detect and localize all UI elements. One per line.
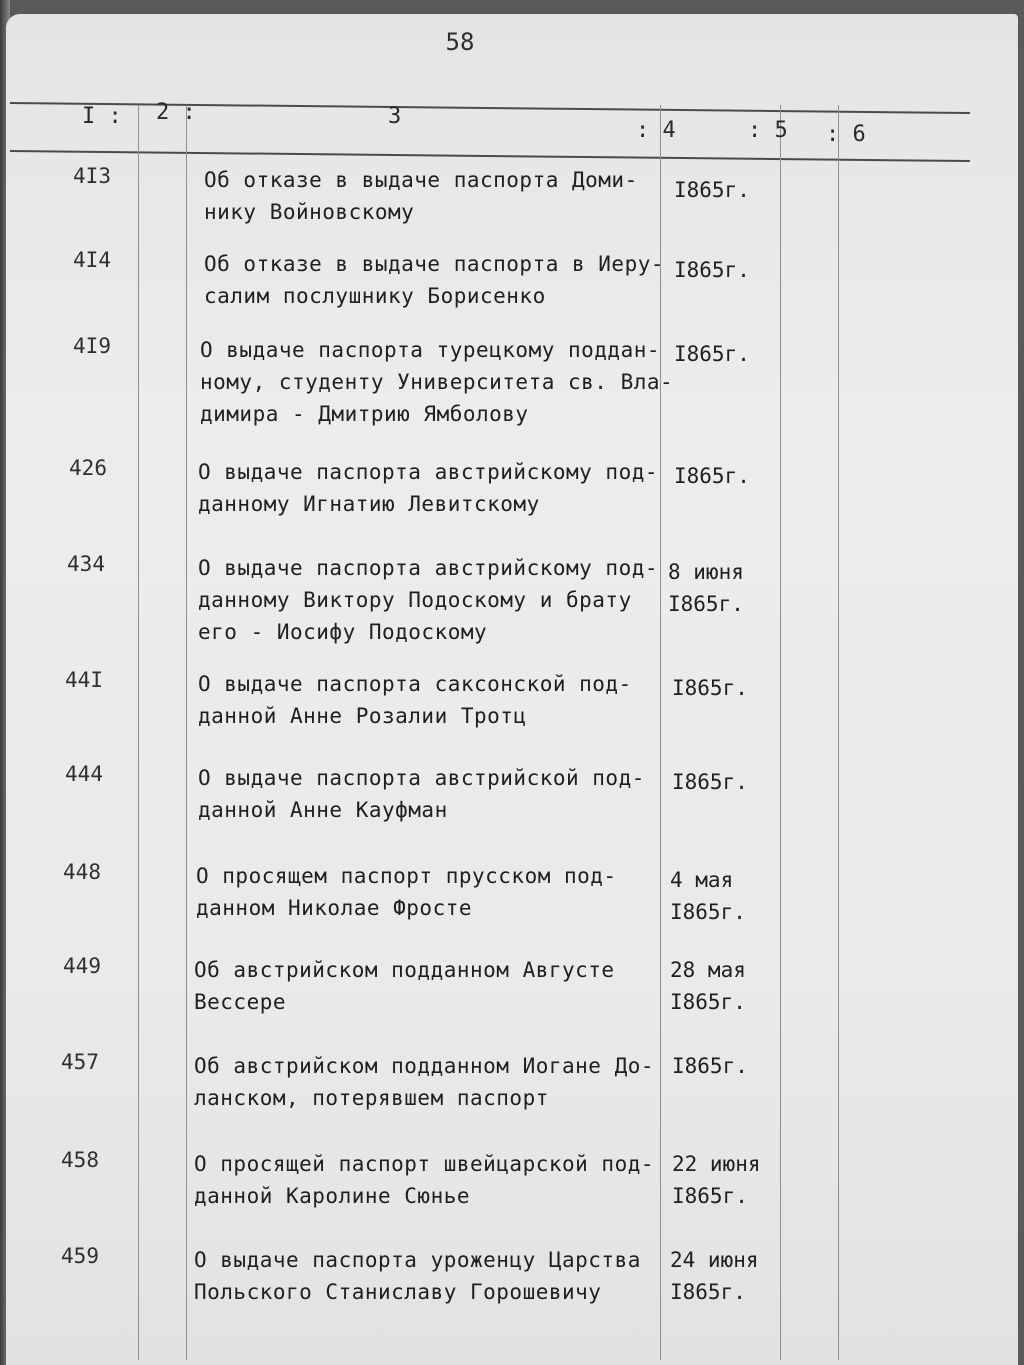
entry-number: 4I4: [73, 248, 111, 272]
header-col-2: 2 :: [156, 100, 196, 125]
entry-title: О выдаче паспорта австрийскому под- данному Виктору Подоскому и брату его - Иосифу Подоскому: [198, 556, 659, 644]
entry-number: 444: [65, 762, 103, 786]
header-col-5: : 5: [748, 118, 788, 143]
entry-number: 459: [61, 1244, 99, 1268]
entry-number: 457: [61, 1050, 99, 1074]
column-divider: [138, 105, 139, 1360]
entry-number: 426: [69, 456, 107, 480]
entry-title: Об отказе в выдаче паспорта Доми- нику Войновскому: [204, 168, 638, 224]
entry-number: 449: [63, 954, 101, 978]
header-col-6: : 6: [826, 122, 866, 147]
entry-number: 434: [67, 552, 105, 576]
entry-date: 24 июня I865г.: [670, 1248, 759, 1304]
entry-date: I865г.: [674, 464, 750, 488]
entry-date: I865г.: [674, 178, 750, 202]
entry-date: 28 мая I865г.: [670, 958, 746, 1014]
entry-number: 44I: [65, 668, 103, 692]
entry-title: О выдаче паспорта саксонской под- данной Анне Розалии Тротц: [198, 672, 632, 728]
entry-date: 8 июня I865г.: [668, 560, 744, 616]
entry-date: I865г.: [672, 1054, 748, 1078]
entry-number: 4I3: [73, 164, 111, 188]
entry-number: 448: [63, 860, 101, 884]
entry-date: 22 июня I865г.: [672, 1152, 761, 1208]
entry-number: 458: [61, 1148, 99, 1172]
entry-title: О просящей паспорт швейцарской под- данной Каролине Сюнье: [194, 1152, 655, 1208]
page-number: 58: [445, 28, 475, 56]
entry-title: Об австрийском подданном Иогане До- ланском, потерявшем паспорт: [194, 1054, 655, 1110]
entry-title: О просящем паспорт прусском под- данном Николае Фросте: [196, 864, 617, 920]
entry-title: О выдаче паспорта уроженцу Царства Польского Станиславу Горошевичу: [194, 1248, 641, 1304]
entry-title: О выдаче паспорта австрийской под- данной Анне Кауфман: [198, 766, 645, 822]
entry-title: Об отказе в выдаче паспорта в Иеру- салим послушнику Борисенко: [204, 252, 665, 308]
column-divider: [838, 105, 839, 1360]
column-divider: [186, 105, 187, 1360]
entry-date: 4 мая I865г.: [670, 868, 746, 924]
entry-number: 4I9: [73, 334, 111, 358]
entry-title: Об австрийском подданном Августе Вессере: [194, 958, 615, 1014]
entry-date: I865г.: [674, 342, 750, 366]
entry-date: I865г.: [672, 676, 748, 700]
entry-date: I865г.: [672, 770, 748, 794]
header-col-3: 3: [388, 104, 402, 129]
entry-title: О выдаче паспорта турецкому поддан- ному, студенту Университета св. Вла- димира - Дмитрию Ямболову: [200, 338, 674, 426]
entry-date: I865г.: [674, 258, 750, 282]
entry-title: О выдаче паспорта австрийскому под- данному Игнатию Левитскому: [198, 460, 659, 516]
header-col-1: I :: [82, 104, 122, 129]
header-col-4: : 4: [636, 118, 676, 143]
